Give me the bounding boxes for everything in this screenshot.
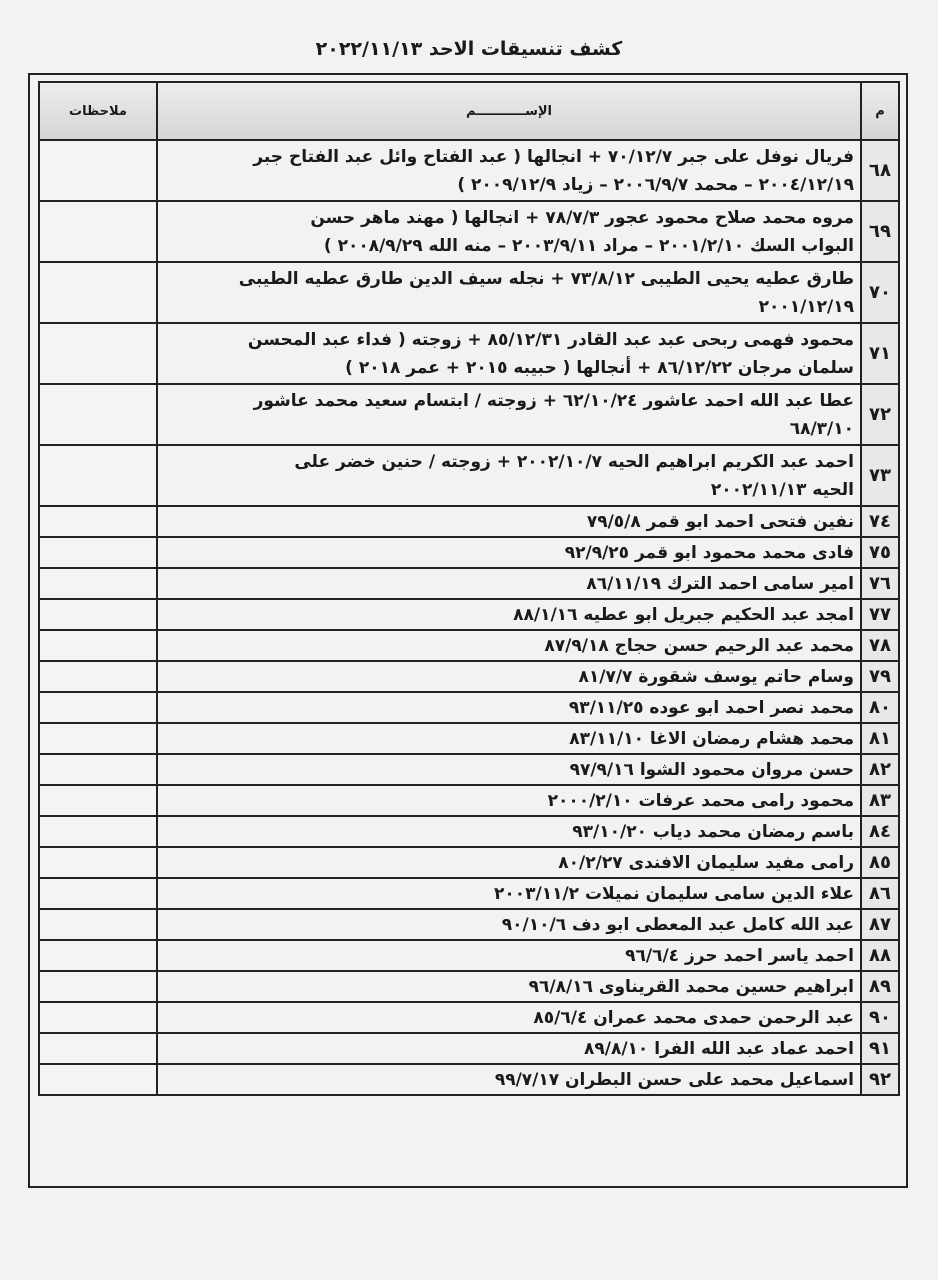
table-row	[39, 630, 899, 661]
name-line-1: فادى محمد محمود ابو قمر ٩٢/٩/٢٥	[564, 542, 854, 563]
row-name	[157, 445, 861, 506]
row-notes	[39, 816, 157, 847]
row-number: ٨٠	[861, 692, 899, 723]
row-notes	[39, 140, 157, 201]
row-name	[157, 971, 861, 1002]
row-name	[157, 723, 861, 754]
row-number: ٦٩	[861, 201, 899, 262]
row-number: ٨٢	[861, 754, 899, 785]
row-name	[157, 1033, 861, 1064]
row-number: ٧٢	[861, 384, 899, 445]
name-line-1: مروه محمد صلاح محمود عجور ٧٨/٧/٣ + انجالها ( مهند ماهر حسن	[310, 207, 854, 228]
row-notes	[39, 384, 157, 445]
table-row	[39, 323, 899, 384]
row-number: ٧٠	[861, 262, 899, 323]
names-table	[38, 81, 900, 1096]
row-number: ٨٤	[861, 816, 899, 847]
row-name	[157, 630, 861, 661]
name-line-1: محمود رامى محمد عرفات ٢٠٠٠/٢/١٠	[547, 790, 854, 811]
table-row	[39, 909, 899, 940]
name-line-1: امير سامى احمد الترك ٨٦/١١/١٩	[586, 573, 854, 594]
row-notes	[39, 445, 157, 506]
row-name	[157, 909, 861, 940]
row-number: ٧٨	[861, 630, 899, 661]
row-notes	[39, 1033, 157, 1064]
row-number: ٨٦	[861, 878, 899, 909]
row-name	[157, 568, 861, 599]
name-line-1: اسماعيل محمد على حسن البطران ٩٩/٧/١٧	[494, 1069, 854, 1090]
row-name	[157, 940, 861, 971]
row-notes	[39, 201, 157, 262]
name-line-2: ٢٠٠٤/١٢/١٩ – محمد ٢٠٠٦/٩/٧ – زياد ٢٠٠٩/١٢/٩ )	[457, 174, 854, 195]
table-body	[39, 140, 899, 1095]
name-line-2: سلمان مرجان ٨٦/١٢/٢٢ + أنجالها ( حبيبه ٢٠١٥ + عمر ٢٠١٨ )	[345, 357, 854, 378]
name-line-1: عبد الله كامل عبد المعطى ابو دف ٩٠/١٠/٦	[501, 914, 854, 935]
row-number: ٨٨	[861, 940, 899, 971]
row-notes	[39, 692, 157, 723]
name-line-1: امجد عبد الحكيم جبريل ابو عطيه ٨٨/١/١٦	[513, 604, 854, 625]
name-line-1: حسن مروان محمود الشوا ٩٧/٩/١٦	[569, 759, 854, 780]
name-line-1: طارق عطيه يحيى الطيبى ٧٣/٨/١٢ + نجله سيف الدين طارق عطيه الطيبى	[238, 268, 854, 289]
table-row	[39, 878, 899, 909]
row-name	[157, 785, 861, 816]
row-name	[157, 201, 861, 262]
row-name	[157, 1002, 861, 1033]
row-name	[157, 537, 861, 568]
table-row	[39, 537, 899, 568]
name-line-2: البواب السك ٢٠٠١/٢/١٠ – مراد ٢٠٠٣/٩/١١ – منه الله ٢٠٠٨/٩/٢٩ )	[323, 235, 854, 256]
row-number: ٩١	[861, 1033, 899, 1064]
row-notes	[39, 506, 157, 537]
name-line-1: فريال نوفل على جبر ٧٠/١٢/٧ + انجالها ( عبد الفتاح وائل عبد الفتاح جبر	[253, 146, 854, 167]
row-notes	[39, 971, 157, 1002]
table-header-row	[39, 82, 899, 140]
row-number: ٩٠	[861, 1002, 899, 1033]
row-number: ٧٤	[861, 506, 899, 537]
row-number: ٦٨	[861, 140, 899, 201]
table-row	[39, 1064, 899, 1095]
row-name	[157, 599, 861, 630]
row-number: ٧٧	[861, 599, 899, 630]
header-notes: ملاحظات	[39, 82, 157, 140]
name-line-1: باسم رمضان محمد دياب ٩٣/١٠/٢٠	[572, 821, 854, 842]
header-number: م	[861, 82, 899, 140]
name-line-1: محمد هشام رمضان الاغا ٨٣/١١/١٠	[569, 728, 854, 749]
name-line-1: عطا عبد الله احمد عاشور ٦٢/١٠/٢٤ + زوجته / ابتسام سعيد محمد عاشور	[253, 390, 854, 411]
row-number: ٧٦	[861, 568, 899, 599]
row-number: ٨١	[861, 723, 899, 754]
row-name	[157, 754, 861, 785]
table-row	[39, 754, 899, 785]
name-line-1: وسام حاتم يوسف شقورة ٨١/٧/٧	[578, 666, 854, 687]
table-row	[39, 506, 899, 537]
name-line-1: رامى مفيد سليمان الافندى ٨٠/٢/٢٧	[558, 852, 854, 873]
row-number: ٧٣	[861, 445, 899, 506]
document-title: كشف تنسيقات الاحد ٢٠٢٢/١١/١٣	[315, 38, 623, 60]
table-row	[39, 1002, 899, 1033]
table-row	[39, 262, 899, 323]
row-name	[157, 506, 861, 537]
table-row	[39, 568, 899, 599]
name-line-2: ٢٠٠١/١٢/١٩	[758, 296, 854, 317]
row-notes	[39, 940, 157, 971]
row-notes	[39, 630, 157, 661]
table-row	[39, 816, 899, 847]
row-notes	[39, 754, 157, 785]
row-notes	[39, 568, 157, 599]
row-number: ٨٧	[861, 909, 899, 940]
row-name	[157, 323, 861, 384]
table-row	[39, 384, 899, 445]
name-line-1: احمد عبد الكريم ابراهيم الحيه ٢٠٠٢/١٠/٧ + زوجته / حنين خضر على	[294, 451, 854, 472]
table-row	[39, 847, 899, 878]
name-line-1: نفين فتحى احمد ابو قمر ٧٩/٥/٨	[586, 511, 854, 532]
table-row	[39, 599, 899, 630]
table-row	[39, 971, 899, 1002]
row-notes	[39, 847, 157, 878]
name-line-2: الحيه ٢٠٠٢/١١/١٣	[710, 479, 854, 500]
name-line-1: علاء الدين سامى سليمان نميلات ٢٠٠٣/١١/٢	[493, 883, 854, 904]
row-notes	[39, 1002, 157, 1033]
row-number: ٨٩	[861, 971, 899, 1002]
name-line-1: محمود فهمى ربحى عبد عبد القادر ٨٥/١٢/٣١ + زوجته ( فداء عبد المحسن	[247, 329, 854, 350]
table-row	[39, 445, 899, 506]
table-row	[39, 661, 899, 692]
name-line-1: احمد عماد عبد الله الفرا ٨٩/٨/١٠	[584, 1038, 854, 1059]
name-line-1: محمد نصر احمد ابو عوده ٩٣/١١/٢٥	[568, 697, 854, 718]
table-row	[39, 201, 899, 262]
row-name	[157, 661, 861, 692]
row-name	[157, 847, 861, 878]
row-notes	[39, 262, 157, 323]
row-notes	[39, 323, 157, 384]
name-line-2: ٦٨/٣/١٠	[789, 418, 854, 439]
row-name	[157, 140, 861, 201]
table-row	[39, 1033, 899, 1064]
row-notes	[39, 599, 157, 630]
name-line-1: ابراهيم حسين محمد القريناوى ٩٦/٨/١٦	[528, 976, 854, 997]
row-number: ٧٥	[861, 537, 899, 568]
row-number: ٧٩	[861, 661, 899, 692]
row-notes	[39, 1064, 157, 1095]
row-number: ٧١	[861, 323, 899, 384]
row-notes	[39, 785, 157, 816]
row-name	[157, 384, 861, 445]
row-name	[157, 816, 861, 847]
table-row	[39, 785, 899, 816]
row-notes	[39, 661, 157, 692]
row-notes	[39, 909, 157, 940]
row-number: ٩٢	[861, 1064, 899, 1095]
row-name	[157, 1064, 861, 1095]
row-notes	[39, 878, 157, 909]
table-row	[39, 140, 899, 201]
row-number: ٨٥	[861, 847, 899, 878]
table-row	[39, 940, 899, 971]
row-name	[157, 878, 861, 909]
name-line-1: احمد ياسر احمد حرز ٩٦/٦/٤	[625, 945, 854, 966]
row-notes	[39, 723, 157, 754]
header-name: الإســـــــــــم	[157, 82, 861, 140]
name-line-1: محمد عبد الرحيم حسن حجاج ٨٧/٩/١٨	[544, 635, 854, 656]
row-number: ٨٣	[861, 785, 899, 816]
row-name	[157, 262, 861, 323]
table-row	[39, 692, 899, 723]
name-line-1: عبد الرحمن حمدى محمد عمران ٨٥/٦/٤	[533, 1007, 854, 1028]
row-notes	[39, 537, 157, 568]
table-row	[39, 723, 899, 754]
row-name	[157, 692, 861, 723]
